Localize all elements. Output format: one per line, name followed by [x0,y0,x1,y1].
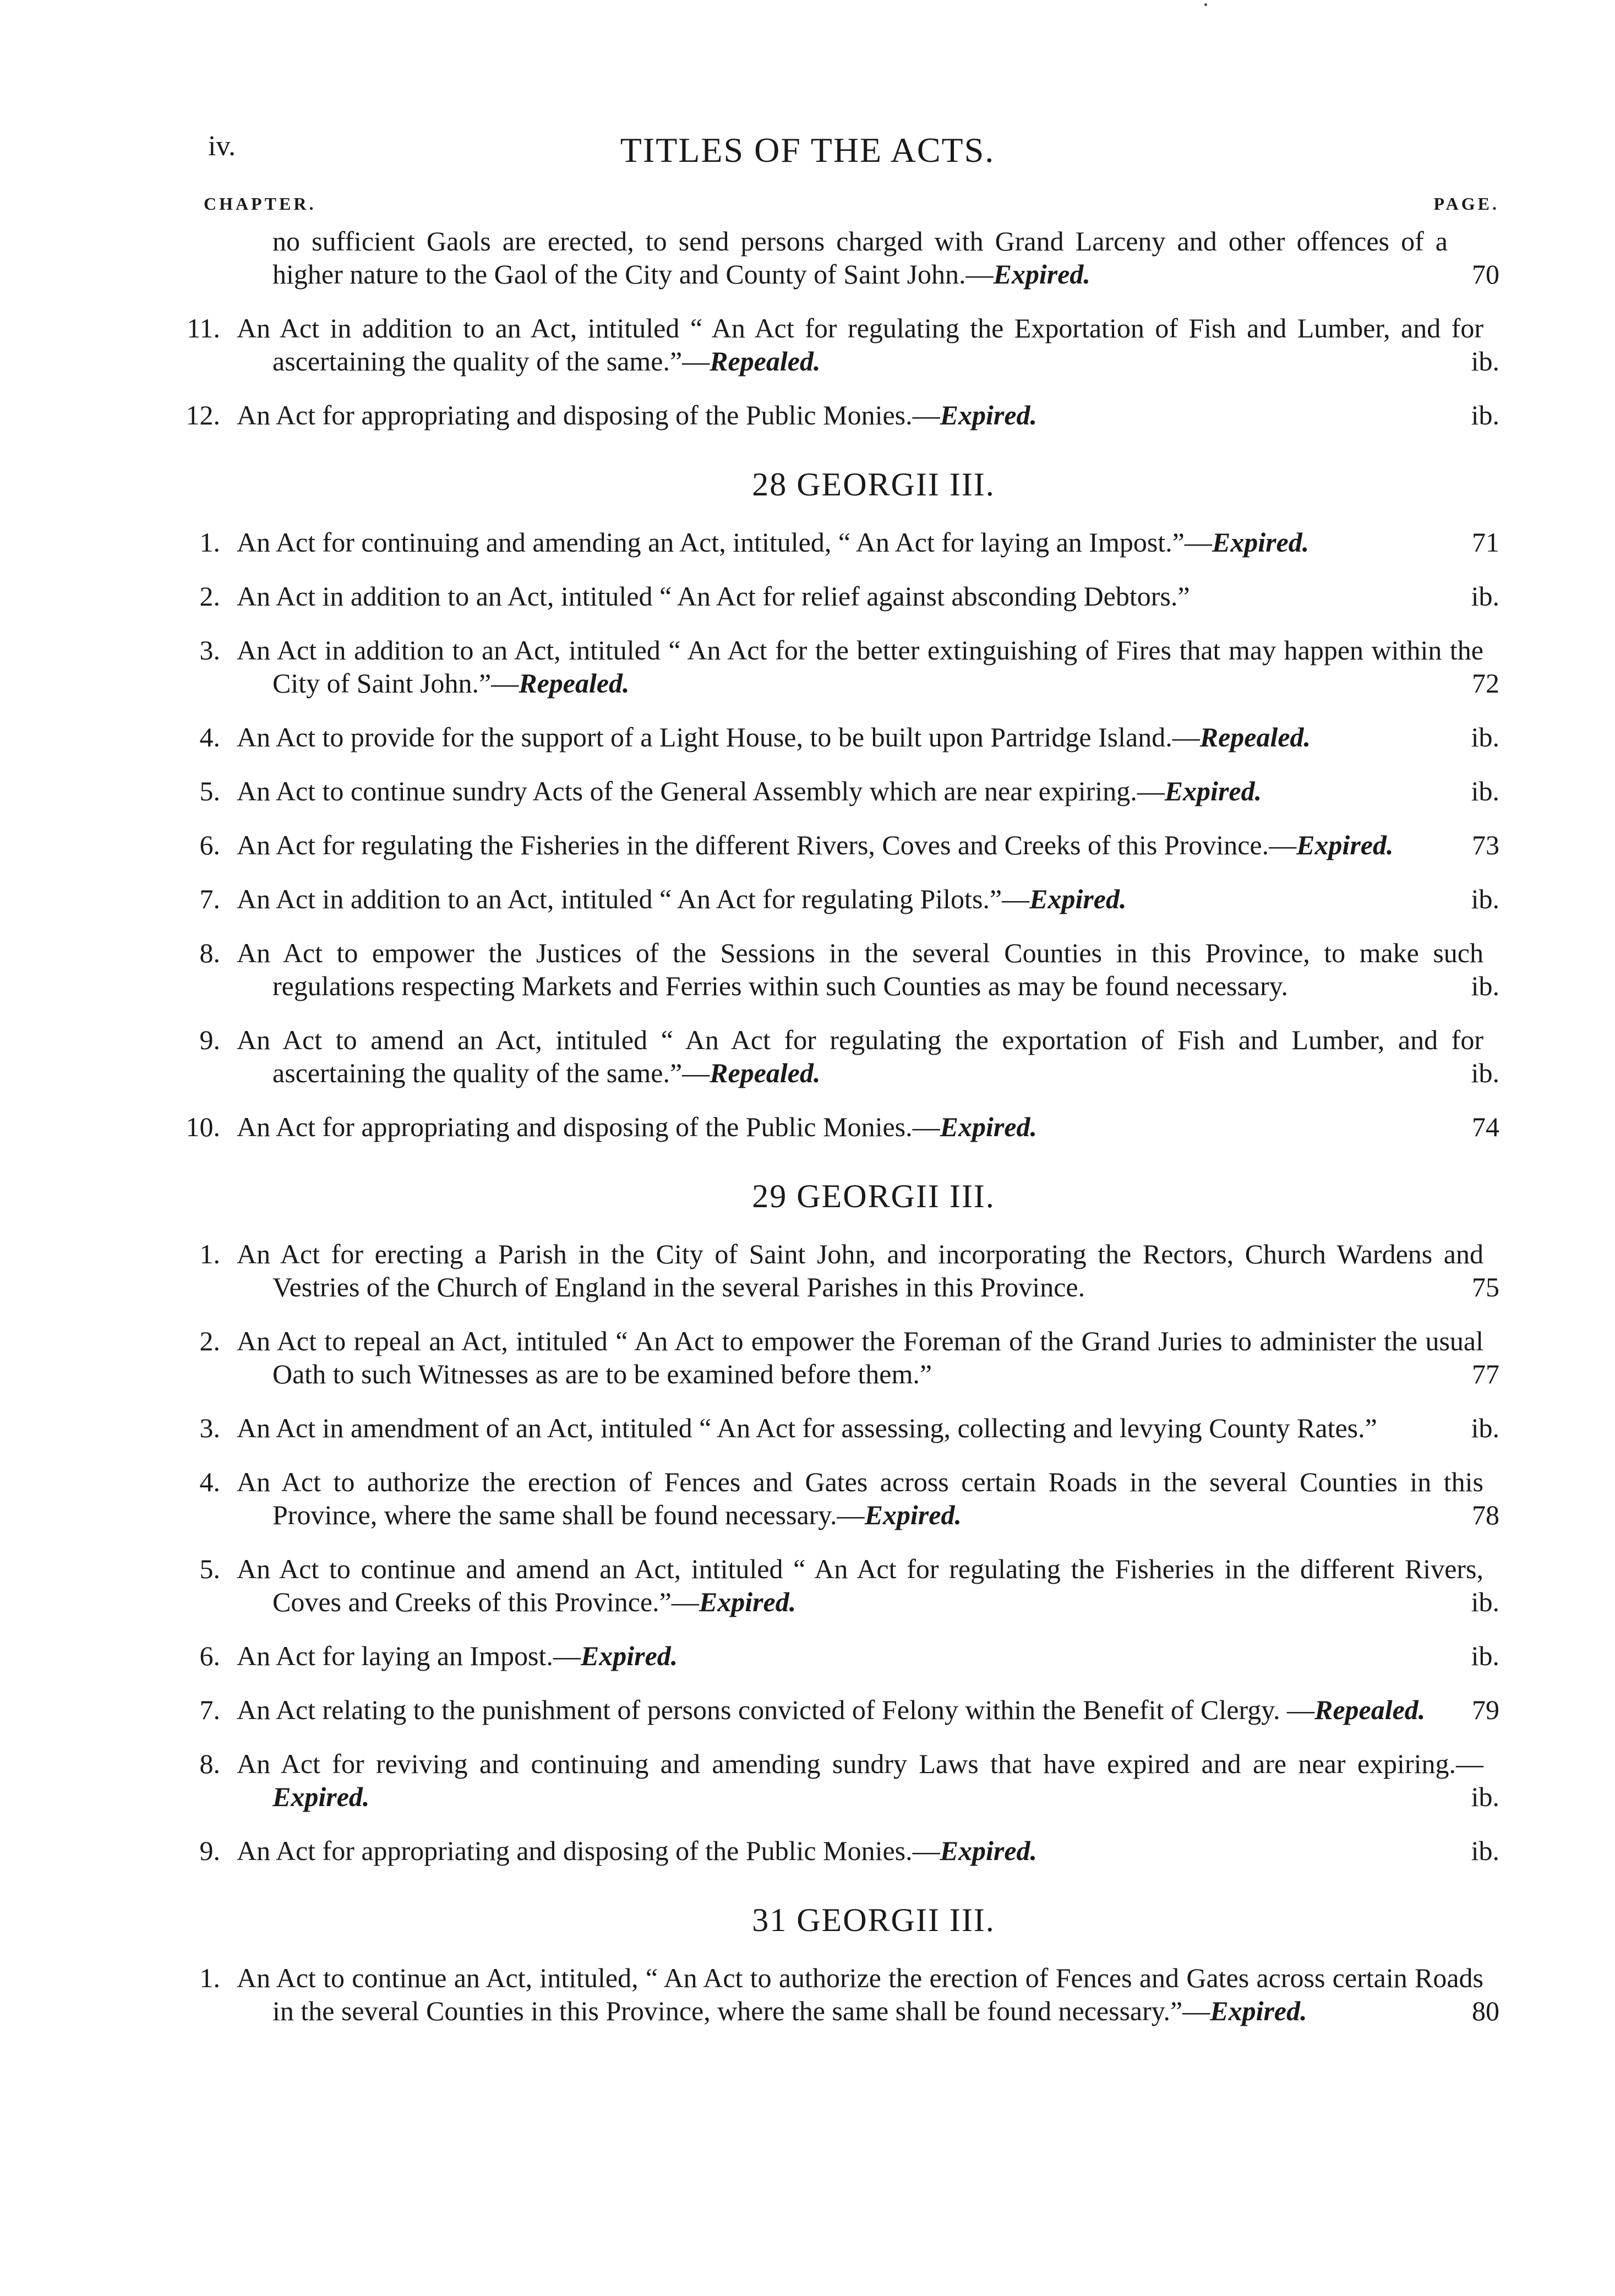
chapter-number: 7. [199,884,220,914]
act-title [237,1237,1483,1304]
act-entry [0,312,1615,378]
act-title-text: An Act in amendment of an Act, intituled “ An Act for assessing, collecting and levying County Rates.” [237,1412,1377,1443]
page-reference: 78 [1472,1499,1499,1530]
act-title [237,1961,1483,2027]
act-title-text: An Act to amend an Act, intituled “ An Act for regulating the exportation of Fish and Lumber, and for ascertaining the quality of the same.”— [237,1024,1483,1088]
act-title [237,936,1483,1002]
act-status: Expired. [1210,1995,1307,2026]
act-title [237,721,1483,754]
page-reference: 71 [1472,527,1499,558]
act-title [237,634,1483,700]
page-reference: ib. [1471,1057,1499,1088]
page-reference: 75 [1472,1272,1499,1302]
act-entry [0,775,1615,808]
act-entry [0,882,1615,915]
act-title-text: An Act to continue and amend an Act, intituled “ An Act for regulating the Fisheries in the different Rivers, Coves and Creeks of this Province.”— [237,1553,1483,1617]
act-status: Expired. [1296,830,1394,860]
act-title [237,1834,1483,1867]
act-title [237,1465,1483,1531]
chapter-number: 7. [199,1694,220,1725]
act-entry [0,580,1615,613]
act-title-text: An Act to provide for the support of a Light House, to be built upon Partridge Island.— [237,722,1200,752]
page-reference: 77 [1472,1359,1499,1389]
act-status: Repealed. [710,346,821,377]
act-entry [0,1834,1615,1867]
act-title-text: An Act to continue an Act, intituled, “ An Act to authorize the erection of Fences and Gates across certain Roads in the several Counties in this Province, where the same shall be found necessary.”— [237,1962,1483,2026]
page-reference: ib. [1471,776,1499,806]
section-heading-31: 31 GEORGII III. [752,1902,995,1938]
act-title [237,1552,1483,1618]
act-title [237,580,1483,613]
act-title-text: An Act in addition to an Act, intituled “ An Act for regulating Pilots.”— [237,884,1030,914]
act-title-text: An Act for erecting a Parish in the City of Saint John, and incorporating the Rectors, Church Wardens and Vestries of the Church of England in the several Parishes in this Province. [237,1239,1483,1302]
act-title [237,1110,1483,1143]
act-title-text: An Act to repeal an Act, intituled “ An Act to empower the Foreman of the Grand Juries to administer the usual Oath to such Witnesses as are to be examined before them.” [237,1326,1483,1389]
entries-31-georgii [0,1961,1615,2027]
chapter-number: 3. [199,1412,220,1443]
page-reference: ib. [1471,1835,1499,1866]
column-header-chapter: CHAPTER. [204,194,317,214]
act-entry [0,721,1615,754]
page-reference: ib. [1471,722,1499,752]
act-entry [0,1961,1615,2027]
act-entry [0,936,1615,1002]
act-title-text: An Act in addition to an Act, intituled “ An Act for relief against absconding Debtors.” [237,581,1190,612]
act-entry [0,1237,1615,1304]
act-title [237,1023,1483,1089]
act-title [237,1747,1483,1813]
act-entry [0,1023,1615,1089]
page-reference: ib. [1471,346,1499,377]
act-title [237,526,1483,559]
act-status: Expired. [580,1640,678,1671]
act-title [237,1693,1483,1726]
acts-list [0,225,1615,2048]
act-status: Expired. [940,1835,1038,1866]
chapter-number: 1. [199,1962,220,1993]
chapter-number: 8. [199,1748,220,1779]
page-reference: ib. [1471,1586,1499,1617]
chapter-number: 1. [199,1239,220,1269]
page-title: TITLES OF THE ACTS. [620,130,995,170]
act-title-text: An Act for appropriating and disposing of the Public Monies.— [237,1111,940,1142]
entries-continued [0,225,1615,432]
act-entry [0,1110,1615,1143]
chapter-number: 10. [185,1111,220,1142]
entries-29-georgii [0,1237,1615,1867]
act-status: Expired. [864,1499,962,1530]
page-reference: 80 [1472,1995,1499,2026]
chapter-number: 11. [187,313,220,343]
act-title [272,225,1448,291]
chapter-number: 3. [199,635,220,666]
act-entry [0,526,1615,559]
act-status: Expired. [1164,776,1262,806]
act-title-text: An Act relating to the punishment of persons convicted of Felony within the Benefit of Clergy. — [237,1694,1314,1725]
act-status: Repealed. [1314,1694,1426,1725]
act-entry [0,1693,1615,1726]
chapter-number: 5. [199,1553,220,1584]
chapter-number: 9. [199,1024,220,1055]
act-title [237,775,1483,808]
act-title [237,312,1483,378]
act-title-text: An Act for laying an Impost.— [237,1640,581,1671]
page-reference: 72 [1472,668,1499,699]
act-status: Expired. [993,259,1090,290]
section-heading-28: 28 GEORGII III. [752,466,995,503]
act-status: Expired. [1212,527,1310,558]
act-title-text: An Act for appropriating and disposing of the Public Monies.— [237,400,940,430]
act-status: Expired. [272,1781,370,1812]
act-entry [0,1747,1615,1813]
page-reference: ib. [1471,1640,1499,1671]
chapter-number: 9. [199,1835,220,1866]
act-title-text: An Act to authorize the erection of Fences and Gates across certain Roads in the several Counties in this Province, where the same shall be found necessary.— [237,1466,1483,1530]
chapter-number: 5. [199,776,220,806]
act-entry [0,634,1615,700]
act-entry [0,1465,1615,1531]
act-title [237,1411,1483,1444]
chapter-number: 4. [199,722,220,752]
act-title [237,1324,1483,1390]
ink-speck [1204,3,1207,6]
act-title-text: An Act to continue sundry Acts of the General Assembly which are near expiring.— [237,776,1165,806]
chapter-number: 2. [199,1326,220,1356]
act-status: Expired. [940,1111,1038,1142]
page-reference: 73 [1472,830,1499,860]
act-title-text: An Act for continuing and amending an Act, intituled, “ An Act for laying an Impost.”— [237,527,1212,558]
act-status: Repealed. [519,668,630,699]
chapter-number: 2. [199,581,220,612]
act-entry [0,1639,1615,1672]
act-entry [0,225,1615,291]
act-title-text: An Act for appropriating and disposing of the Public Monies.— [237,1835,940,1866]
act-entry [0,399,1615,432]
act-title [237,882,1483,915]
act-entry [0,1324,1615,1390]
page-reference: ib. [1471,884,1499,914]
section-heading-29: 29 GEORGII III. [752,1178,995,1214]
page-reference: 79 [1472,1694,1499,1725]
act-title-text: An Act for reviving and continuing and amending sundry Laws that have expired and are near expiring.— [237,1748,1483,1779]
act-title [237,1639,1483,1672]
chapter-number: 1. [199,527,220,558]
page-reference: ib. [1471,581,1499,612]
chapter-number: 4. [199,1466,220,1497]
column-header-page: PAGE. [1433,194,1499,214]
act-title-text: An Act to empower the Justices of the Sessions in the several Counties in this Province, to make such regulations respecting Markets and Ferries within such Counties as may be found necessary. [237,937,1483,1001]
page-reference: ib. [1471,970,1499,1001]
act-status: Expired. [1029,884,1127,914]
act-title [237,828,1483,861]
chapter-number: 8. [199,937,220,968]
act-status: Expired. [699,1586,796,1617]
chapter-number: 6. [199,1640,220,1671]
chapter-number: 12. [185,400,220,430]
act-title-text: no sufficient Gaols are erected, to send persons charged with Grand Larceny and other offences of a higher nature to the Gaol of the City and County of Saint John.— [272,226,1448,290]
act-title-text: An Act in addition to an Act, intituled “ An Act for regulating the Exportation of Fish and Lumber, and for ascertaining the quality of the same.”— [237,313,1483,377]
page-reference: 74 [1472,1111,1499,1142]
act-entry [0,828,1615,861]
page-reference: ib. [1471,400,1499,430]
act-entry [0,1411,1615,1444]
page-reference: 70 [1472,259,1499,290]
page-reference: ib. [1471,1781,1499,1812]
act-status: Repealed. [1199,722,1311,752]
act-title-text: An Act in addition to an Act, intituled “ An Act for the better extinguishing of Fires that may happen within the City of Saint John.”— [237,635,1483,699]
act-status: Expired. [940,400,1038,430]
entries-28-georgii [0,526,1615,1143]
act-title [237,399,1483,432]
page-reference: ib. [1471,1412,1499,1443]
act-title-text: An Act for regulating the Fisheries in the different Rivers, Coves and Creeks of this Province.— [237,830,1297,860]
act-entry [0,1552,1615,1618]
running-head [0,130,1615,174]
chapter-number: 6. [199,830,220,860]
folio-number: iv. [208,130,236,162]
act-status: Repealed. [710,1057,821,1088]
